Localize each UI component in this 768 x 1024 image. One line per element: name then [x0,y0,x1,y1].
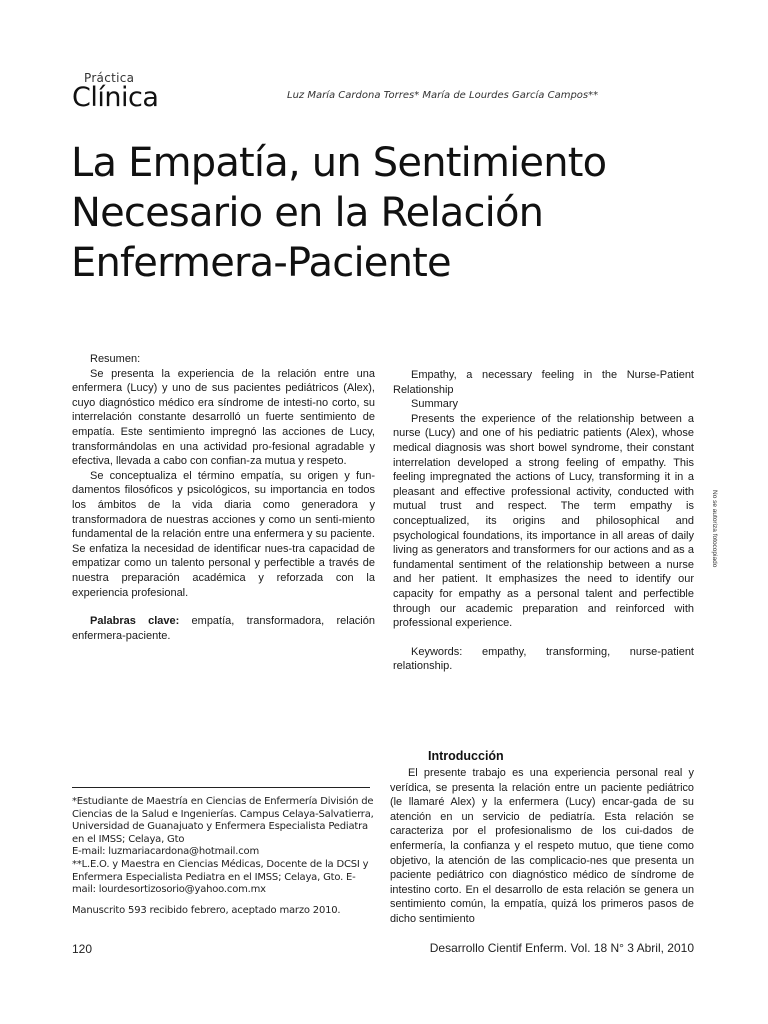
keywords-spanish [72,614,375,643]
authors: Luz María Cardona Torres* María de Lourdes García Campos** [287,90,599,101]
abstract-english [393,368,694,674]
section-label-small: Práctica [84,71,135,85]
footnote-divider [72,787,370,788]
introduction-text [390,766,694,927]
article-title: La Empatía, un Sentimiento Necesario en la Relación Enfermera-Paciente [71,140,607,286]
copyright-note: No se autoriza fotocopiado [711,490,718,568]
page-number: 120 [72,942,93,956]
footnotes [72,796,377,917]
footnote-email-1: E-mail: luzmariacardona@hotmail.com [72,846,259,858]
keywords-label: Palabras clave: [90,615,180,628]
summary-heading: Summary [411,398,459,411]
footnote-author-2: **L.E.O. y Maestra en Ciencias Médicas, Docente de la DCSI y Enfermera Especialista Pediatra en el IMSS; Celaya, Gto. E-mail: lourdesortizosorio@yahoo.com.mx [72,858,369,896]
manuscript-note: Manuscrito 593 recibido febrero, aceptado marzo 2010. [72,904,341,916]
introduction-paragraph: El presente trabajo es una experiencia personal real y verídica, se presenta la relación entre un paciente pediátrico (le llamaré Alex) y la enfermera (Lucy) encar-gada de su atención en un servicio de pediatría. Esta relación se caracteriza por el profesionalismo de los cui-dados de enfermería, la confianza y el respeto mutuo, que tiene como objetivo, la atención de las complicacio-nes que presenta un paciente pediátrico con diagnóstico médico de síndrome de intestino corto. En el desarrollo de esta relación se genera un sentimiento común, la empatía, quizá los primeros pasos de dicho sentimiento [390,767,694,925]
journal-citation: Desarrollo Cientif Enferm. Vol. 18 N° 3 Abril, 2010 [429,941,694,955]
abstract-paragraph: Se presenta la experiencia de la relación entre una enfermera (Lucy) y uno de sus pacientes pediátricos (Alex), cuyo diagnóstico médico era síndrome de intesti-no corto, su interrelación constante desarrolló un fuerte sentimiento de empatía. Este sentimiento impregnó las acciones de Lucy, transformándolas en una actividad pro-fesional agradable y efectiva, llevada a cabo con confian-za mutua y respeto. [72,367,375,468]
keywords-english: Keywords: empathy, transforming, nurse-patient relationship. [393,645,694,673]
english-title: Empathy, a necessary feeling in the Nurse-Patient Relationship [393,369,694,396]
abstract-spanish [72,352,375,643]
abstract-heading: Resumen: [90,353,141,365]
summary-paragraph: Presents the experience of the relationship between a nurse (Lucy) and one of his pediatric patients (Alex), whose medical diagnosis was short bowel syndrome, their constant interrelation developed a strong feeling of empathy. This feeling impregnated the actions of Lucy, transforming it in a pleasant and effective professional activity, conducted with mutual trust and respect. The term empathy is conceptualized, its origins and philosophical and psychological foundations, its importance in all areas of daily living as generators and transformers for our actions and as a fundamental sentiment of the relationship between a nurse and her patient. It emphasizes the need to identify our capacity for empathy as a personal talent and perfectible through our academic preparation and reinforced with professional experience. [393,412,694,630]
introduction-heading: Introducción [428,749,504,763]
section-label: Clínica [72,82,159,113]
abstract-paragraph: Se conceptualiza el término empatía, su origen y fun-damentos filosóficos y psicológicos, su importancia en todos los ámbitos de la vida diaria como generadora y transformadora de nuestras acciones y como un senti-miento fundamental de la relación entre una enfermera y su paciente. Se enfatiza la necesidad de identificar nues-tra capacidad de empatizar como un talento personal y perfectible a través de nuestra preparación académica y reforzada con la experiencia profesional. [72,469,375,599]
keywords-text: empatía, transformadora, relación enfermera-paciente. [72,615,375,642]
footnote-author-1: *Estudiante de Maestría en Ciencias de Enfermería División de Ciencias de la Salud e Ingenierías. Campus Celaya-Salvatierra, Universidad de Guanajuato y Enfermera Especialista Pediatra en el IMSS; Celaya, Gto [72,796,374,845]
